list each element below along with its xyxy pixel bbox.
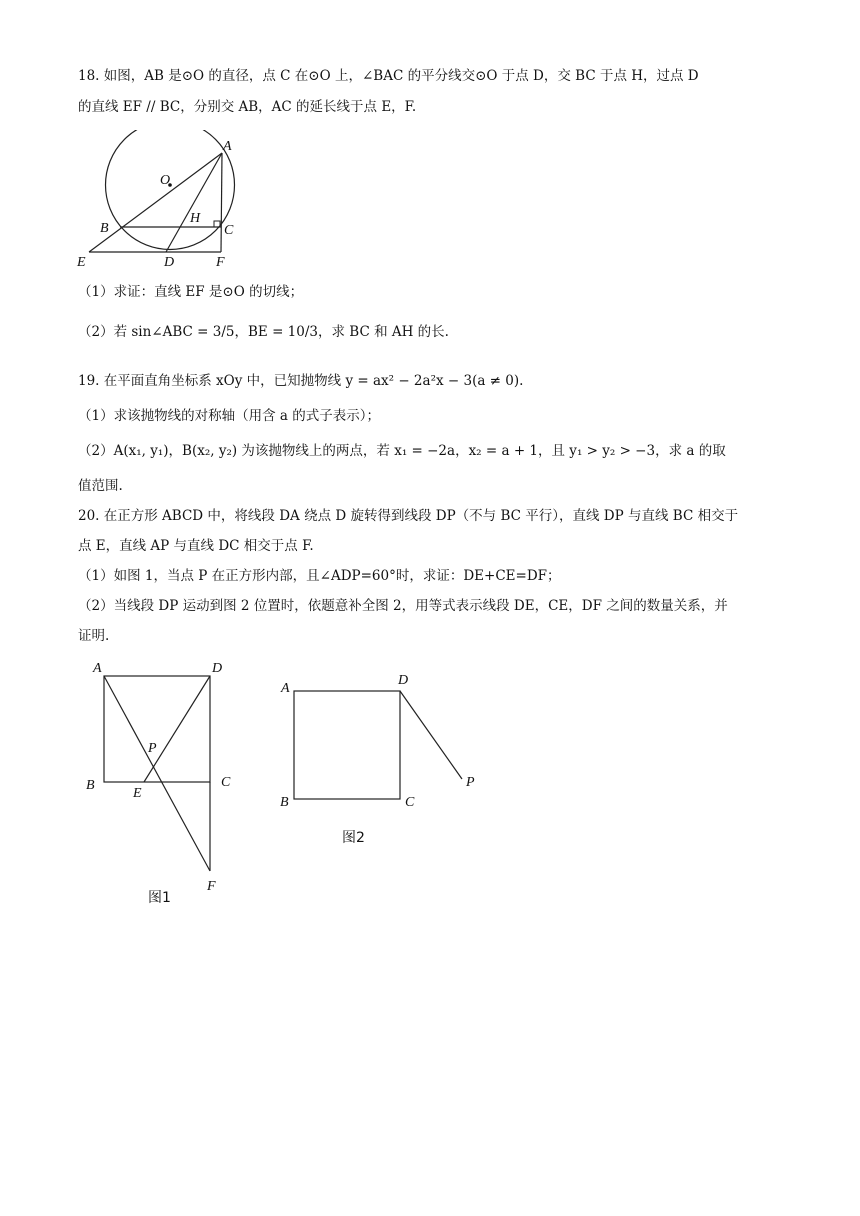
q18-stem-line2: 的直线 EF // BC，分别交 AB，AC 的延长线于点 E，F.: [78, 99, 417, 115]
q19-part2-line1: （2）A(x₁, y₁)，B(x₂, y₂) 为该抛物线上的两点，若 x₁ = −2a，x₂ = a + 1，且 y₁ > y₂ > −3，求 a 的取: [78, 443, 726, 459]
label-d: D: [398, 673, 409, 688]
q20-stem-line1: 20. 在正方形 ABCD 中，将线段 DA 绕点 D 旋转得到线段 DP（不与 BC 平行），直线 DP 与直线 BC 相交于: [78, 508, 739, 524]
q20-figure-2: [270, 665, 490, 850]
label-b: B: [280, 795, 289, 810]
label-a: A: [223, 139, 232, 154]
q20-figure-1: [80, 655, 240, 910]
label-c: C: [224, 223, 234, 238]
segment-af: [104, 676, 210, 871]
q18-geometry: [89, 130, 235, 252]
label-p: P: [466, 775, 475, 790]
label-b: B: [86, 778, 95, 793]
label-f: F: [207, 879, 216, 894]
q20-part1: （1）如图 1，当点 P 在正方形内部，且∠ADP=60°时，求证：DE+CE=DF；: [78, 568, 561, 584]
label-f: F: [216, 255, 225, 270]
fig2-caption: 图2: [342, 830, 365, 846]
fig1-caption: 图1: [148, 890, 171, 906]
segment-ad: [166, 153, 222, 252]
q18-stem-line1: 18. 如图，AB 是⊙O 的直径，点 C 在⊙O 上，∠BAC 的平分线交⊙O 于点 D，交 BC 于点 H，过点 D: [78, 68, 699, 84]
label-a: A: [281, 681, 290, 696]
segment-af: [221, 153, 222, 252]
segment-ab: [89, 153, 222, 252]
label-h: H: [190, 211, 201, 226]
q18-figure: [70, 130, 270, 272]
circle-o: [106, 130, 235, 250]
q19-part2-line2: 值范围.: [78, 478, 123, 494]
label-b: B: [100, 221, 109, 236]
label-c: C: [405, 795, 415, 810]
segment-dp: [400, 691, 462, 779]
segment-de: [144, 676, 210, 782]
q20-stem-line2: 点 E，直线 AP 与直线 DC 相交于点 F.: [78, 538, 314, 554]
label-a: A: [93, 661, 102, 676]
square-abcd: [104, 676, 210, 782]
label-c: C: [221, 775, 231, 790]
q20-part2-line1: （2）当线段 DP 运动到图 2 位置时，依题意补全图 2，用等式表示线段 DE，CE，DF 之间的数量关系，并: [78, 598, 728, 614]
label-d: D: [164, 255, 175, 270]
label-d: D: [212, 661, 223, 676]
q18-part2: （2）若 sin∠ABC = 3/5，BE = 10/3，求 BC 和 AH 的长.: [78, 324, 449, 340]
label-e: E: [77, 255, 86, 270]
label-p: P: [148, 741, 157, 756]
q19-part1: （1）求该抛物线的对称轴（用含 a 的式子表示）；: [78, 408, 380, 424]
label-o: O: [160, 173, 171, 188]
q18-part1: （1）求证：直线 EF 是⊙O 的切线；: [78, 284, 304, 300]
label-e: E: [133, 786, 142, 801]
square-abcd: [294, 691, 400, 799]
q20-part2-line2: 证明.: [78, 628, 110, 644]
q19-stem: 19. 在平面直角坐标系 xOy 中，已知抛物线 y = ax² − 2a²x − 3(a ≠ 0).: [78, 373, 524, 389]
fig1-geometry: [104, 676, 210, 871]
fig2-geometry: [294, 691, 462, 799]
